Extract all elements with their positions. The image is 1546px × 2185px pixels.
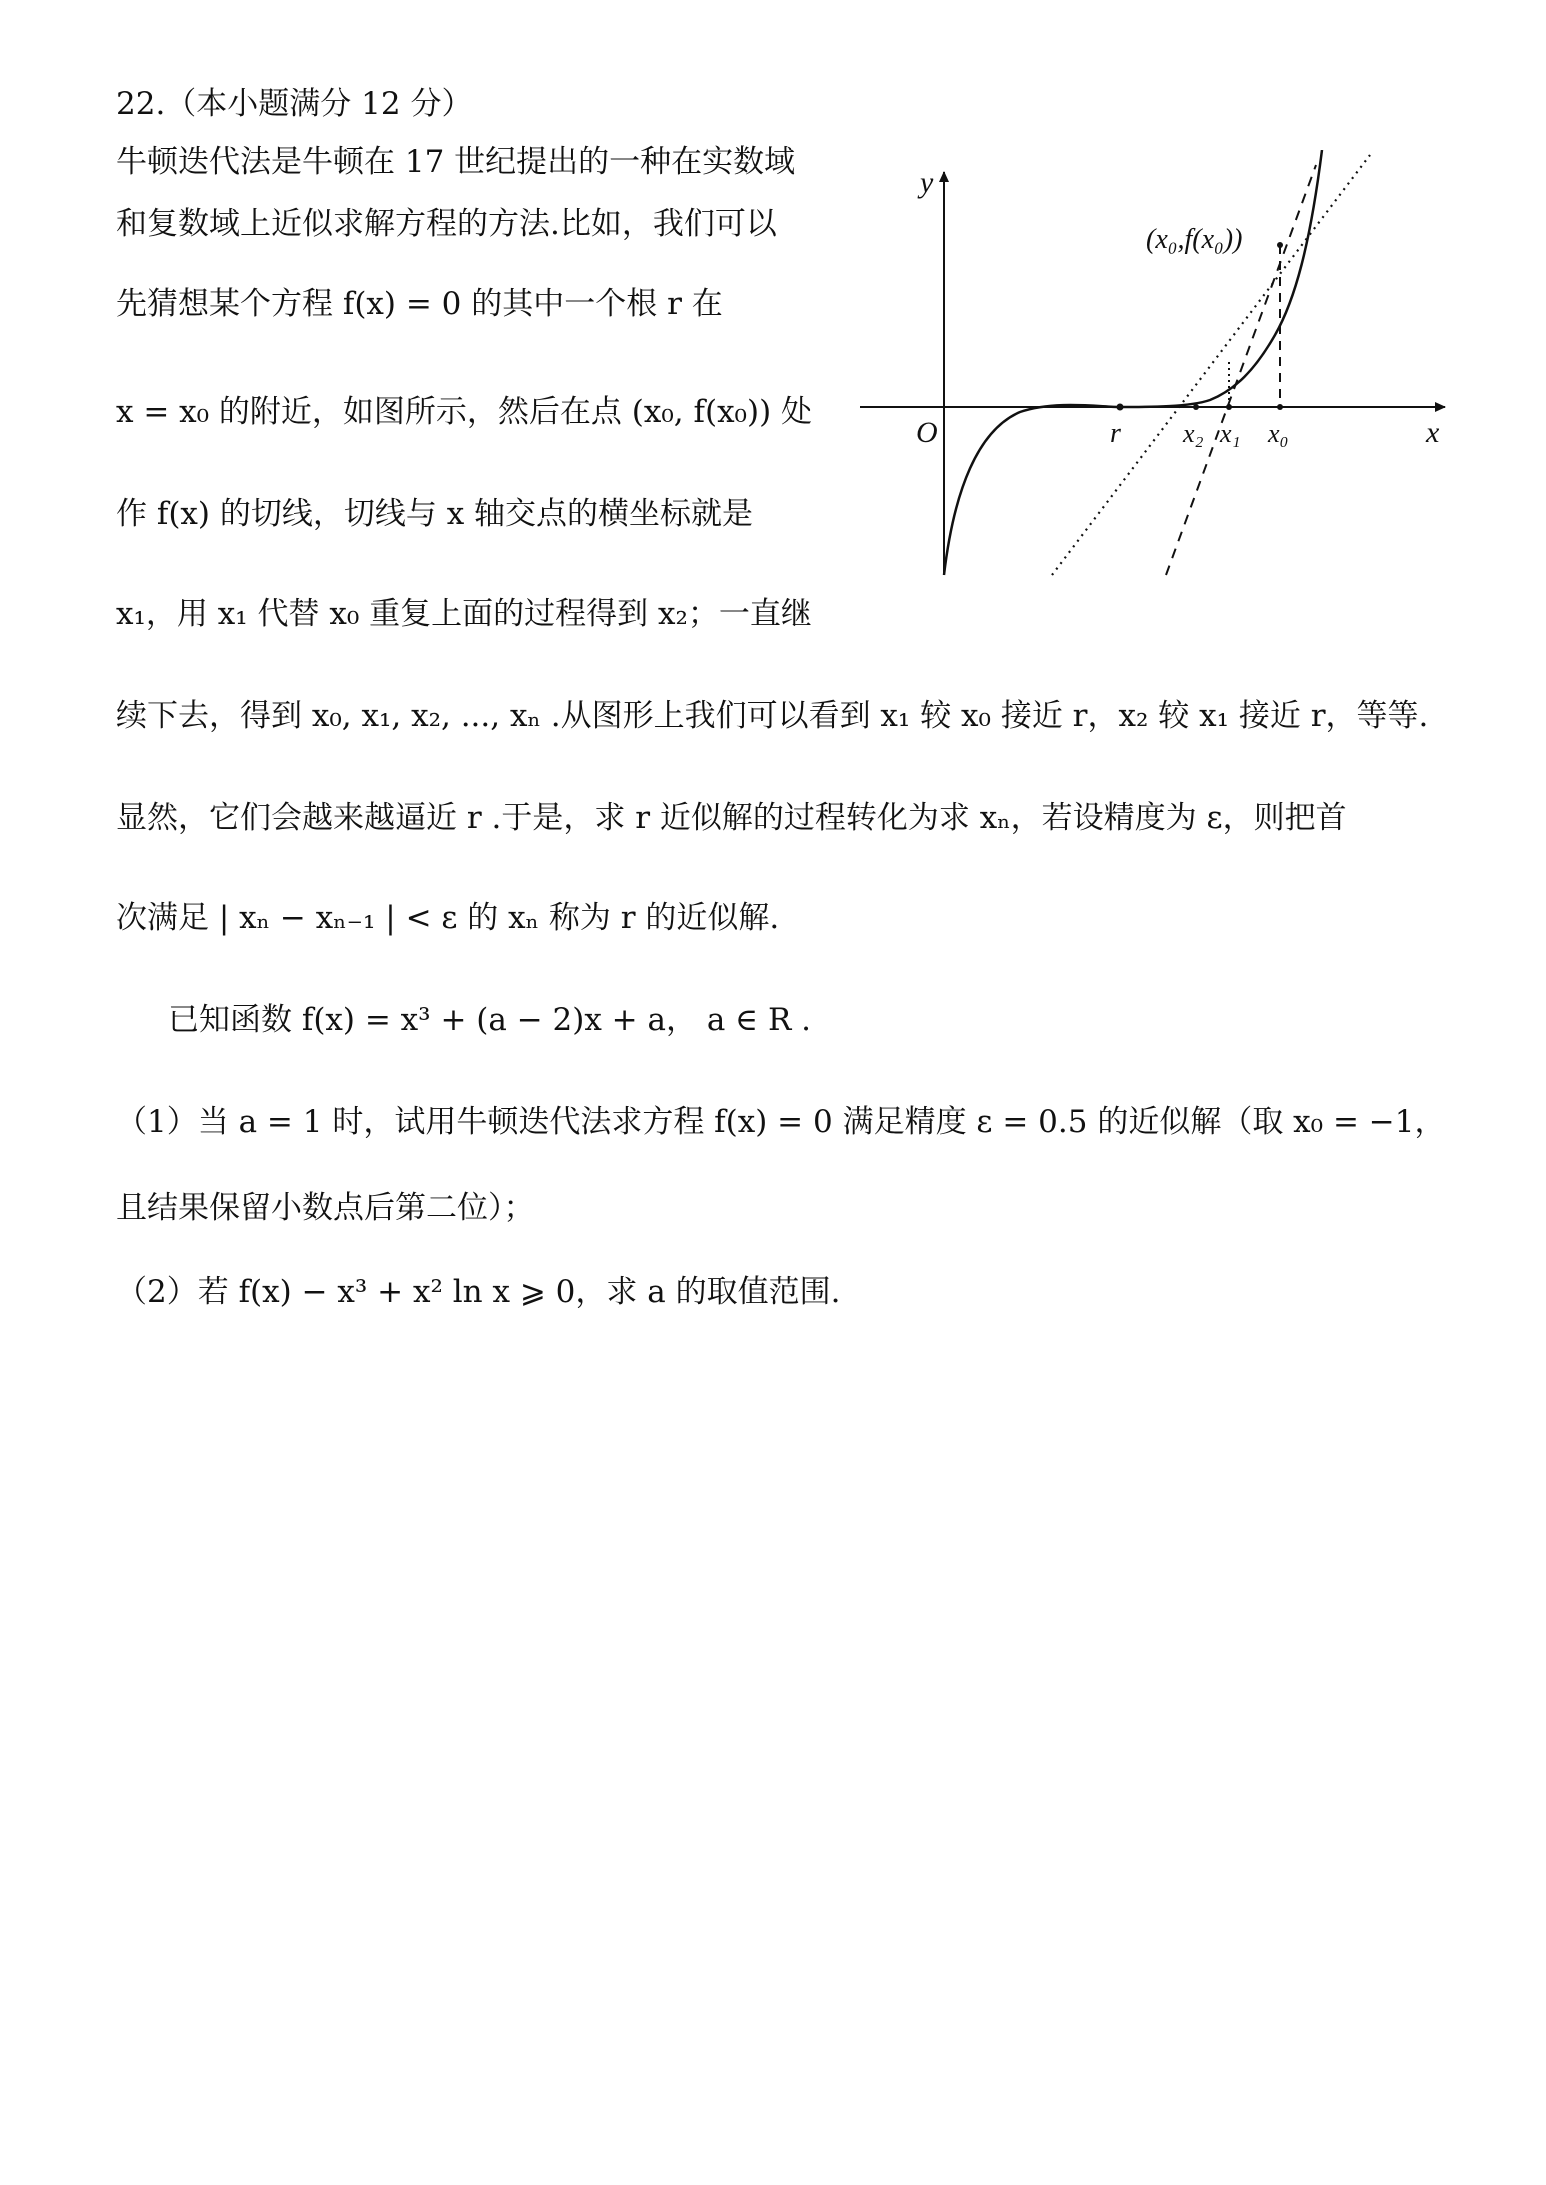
x0-label: x₀ (1268, 419, 1289, 448)
question-1-line-2: 且结果保留小数点后第二位）； (116, 1190, 535, 1226)
question-2: （2）若 f(x) − x³ + x² ln x ⩾ 0，求 a 的取值范围. (116, 1274, 841, 1310)
r-label: r (1110, 418, 1121, 449)
tangent-line-at-x1 (1052, 155, 1370, 575)
point-x0 (1277, 404, 1283, 410)
newton-method-figure (860, 150, 1460, 590)
intro-line-2: 和复数域上近似求解方程的方法.比如，我们可以 (116, 206, 777, 242)
point-r (1117, 404, 1124, 411)
y-axis-label: y (920, 166, 934, 199)
tangent-point-label: (x₀,f(x₀)) (1146, 224, 1243, 255)
intro-line-1: 牛顿迭代法是牛顿在 17 世纪提出的一种在实数域 (116, 144, 796, 180)
point-x2 (1193, 404, 1199, 410)
intro-line-4: x = x₀ 的附近，如图所示，然后在点 (x₀, f(x₀)) 处 (116, 394, 813, 430)
function-curve (944, 150, 1322, 575)
intro-line-9: 次满足 | xₙ − xₙ₋₁ | < ε 的 xₙ 称为 r 的近似解. (116, 900, 780, 936)
problem-header: 22.（本小题满分 12 分） (116, 86, 473, 122)
intro-line-3: 先猜想某个方程 f(x) = 0 的其中一个根 r 在 (116, 286, 723, 322)
point-x0-fx0 (1277, 242, 1283, 248)
given-function: 已知函数 f(x) = x³ + (a − 2)x + a， a ∈ R . (168, 1002, 812, 1038)
question-1-line-1: （1）当 a = 1 时，试用牛顿迭代法求方程 f(x) = 0 满足精度 ε = 0.5 的近似解（取 x₀ = −1， (116, 1104, 1446, 1140)
point-x1 (1226, 404, 1232, 410)
intro-line-7: 续下去，得到 x₀, x₁, x₂, ..., xₙ .从图形上我们可以看到 x₁ 较 x₀ 接近 r，x₂ 较 x₁ 接近 r，等等. (116, 698, 1429, 734)
x1-label: x₁ (1220, 419, 1241, 448)
origin-label: O (916, 416, 938, 449)
x2-label: x₂ (1183, 419, 1204, 448)
x-axis-label: x (1426, 416, 1440, 449)
intro-line-8: 显然，它们会越来越逼近 r .于是，求 r 近似解的过程转化为求 xₙ，若设精度为 ε，则把首 (116, 800, 1347, 836)
intro-line-5: 作 f(x) 的切线，切线与 x 轴交点的横坐标就是 (116, 496, 754, 532)
intro-line-6: x₁，用 x₁ 代替 x₀ 重复上面的过程得到 x₂；一直继 (116, 596, 812, 632)
